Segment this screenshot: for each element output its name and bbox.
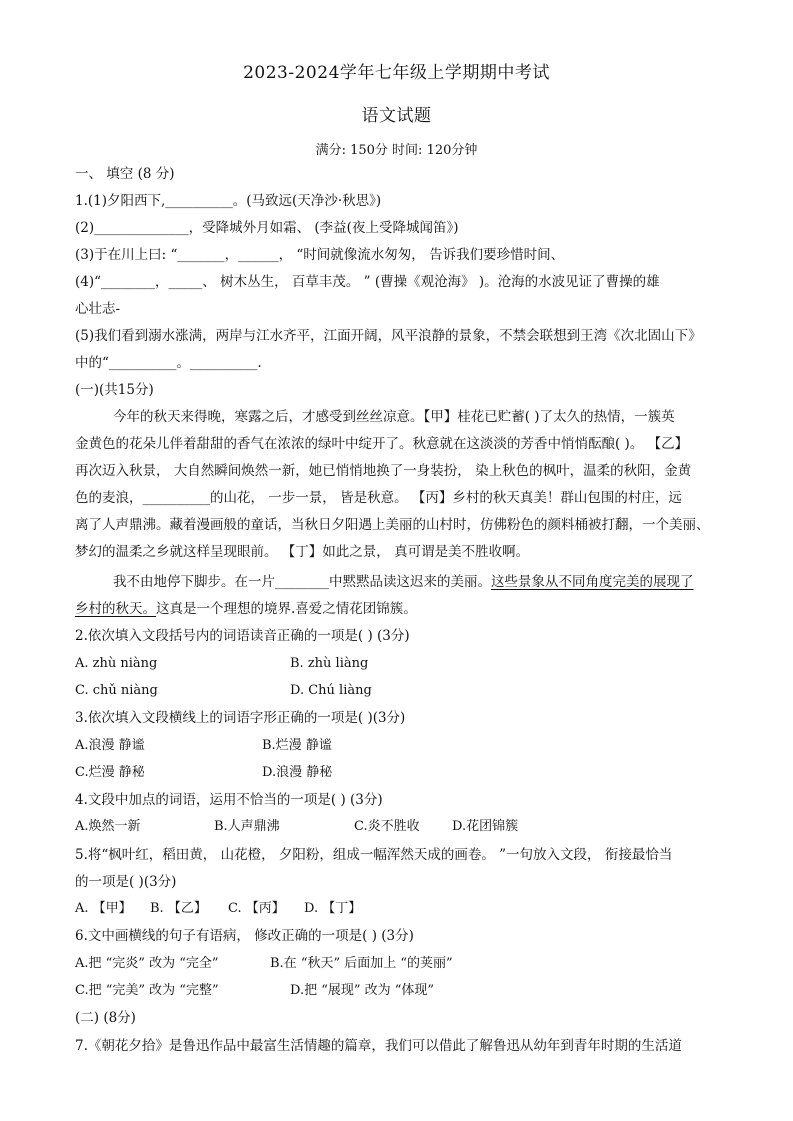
option-d: D. Chú liàng (290, 683, 372, 698)
passage-text: 我不由地停下脚步。在一片________中黙黙品读这迟来的美丽。 (113, 574, 491, 590)
section-heading-two: (二) (8分) (75, 1010, 136, 1026)
option-c: C.烂漫 静秘 (75, 765, 145, 780)
passage-text: 这真是一个理想的境界.喜爱之情花团锦簇。 (156, 601, 417, 617)
option-d: D.把 “展现” 改为 “体现” (290, 983, 435, 998)
option-a: A. 【甲】 (75, 901, 132, 916)
exam-title: 2023-2024学年七年级上学期期中考试 (243, 63, 550, 83)
question-1-3: (3)于在川上曰: “_______，______， “时间就像流水匆匆， 告诉我们要珍惜时间、 (75, 247, 565, 263)
question-1-5b: 中的“__________。__________. (75, 355, 262, 371)
question-1-1: 1.(1)夕阳西下,__________。(马致远(天净沙·秋思》) (75, 193, 382, 209)
option-c: C.炎不胜收 (354, 819, 420, 834)
option-c: C. chǔ niàng (75, 683, 158, 698)
passage-line: 金黄色的花朵儿伴着甜甜的香气在浓浓的绿叶中绽开了。秋意就在这淡淡的芳香中悄悄酝酿( )。 【乙】 (75, 436, 689, 452)
passage-line-2 (113, 573, 694, 591)
option-a: A.焕然一新 (75, 819, 141, 834)
option-a: A.把 “完炎” 改为 “完全” (75, 956, 219, 971)
question-5a: 5.将“枫叶红，稻田黄， 山花橙， 夕阳粉，组成一幅浑然天成的画卷。 ”一句放入文段， 衔接最恰当 (75, 847, 673, 863)
option-a: A.浪漫 静谧 (75, 738, 145, 753)
option-a: A. zhù niàng (75, 656, 158, 671)
question-7: 7.《朝花夕拾》是鲁迅作品中最富生活情趣的篇章，我们可以借此了解鲁迅从幼年到青年时期的生活道 (75, 1038, 682, 1054)
question-3: 3.依次填入文段横线上的词语字形正确的一项是( )(3分) (75, 710, 406, 726)
underlined-sentence: 乡村的秋天。 (75, 601, 156, 617)
passage-line: 梦幻的温柔之乡就这样呈现眼前。 【丁】如此之景， 真可谓是美不胜收啊。 (75, 544, 530, 560)
option-b: B. 【乙】 (150, 901, 207, 916)
option-d: D.花团锦簇 (452, 819, 519, 834)
option-b: B.在 “秋天” 后面加上 “的荚丽” (270, 956, 453, 971)
passage-line: 再次迈入秋景， 大自然瞬间焕然一新，她已悄悄地换了一身装扮， 染上秋色的枫叶，温柔的秋阳，金黄 (75, 463, 692, 479)
option-b: B. zhù liàng (290, 656, 369, 671)
passage-line-3 (75, 600, 417, 618)
underlined-sentence: 这些景象从不同角度完美的展现了 (491, 574, 694, 590)
question-1-2: (2)______________，受降城外月如霜、 (李益(夜上受降城闻笛》) (75, 220, 459, 236)
question-6: 6.文中画横线的句子有语病， 修改正确的一项是( ) (3分) (75, 928, 414, 944)
option-b: B.烂漫 静谧 (262, 738, 332, 753)
option-d: D.浪漫 静秘 (262, 765, 333, 780)
option-d: D. 【丁】 (304, 901, 362, 916)
question-2: 2.依次填入文段括号内的词语读音正确的一项是( ) (3分) (75, 628, 410, 644)
section-heading-reading: (一)(共15分) (75, 382, 154, 398)
option-c: C.把 “完美” 改为 “完整” (75, 983, 219, 998)
question-1-4a: (4)“________，_____、 树木丛生， 百草丰茂。 ” (曹操《观沧海》 )。沧海的水波见证了曹操的雄 (75, 274, 660, 290)
passage-line: 色的麦浪，__________的山花， 一步一景， 皆是秋意。 【丙】乡村的秋天真美！群山包围的村庄，远 (75, 490, 682, 506)
question-1-4b: 心壮志- (75, 301, 121, 317)
option-c: C. 【丙】 (228, 901, 285, 916)
passage-line: 今年的秋天来得晚，寒露之后，才感受到丝丝凉意。【甲】桂花已贮蓄( )了太久的热情，一簇英 (113, 409, 675, 425)
question-1-5a: (5)我们看到溺水涨满，两岸与江水齐平，江面开阔，风平浪静的景象，不禁会联想到王湾《次北固山下》 (75, 328, 702, 344)
section-heading-fill: 一、 填空 (8 分) (75, 166, 175, 182)
exam-meta: 满分: 150分 时间: 120分钟 (315, 143, 478, 158)
question-5b: 的一项是( )(3分) (75, 874, 177, 890)
option-b: B.人声鼎沸 (214, 819, 280, 834)
subject-title: 语文试题 (361, 106, 432, 126)
passage-line: 离了人声鼎沸。藏着漫画般的童话，当秋日夕阳遇上美丽的山村时，仿佛粉色的颜料桶被打翻，一个美丽、 (75, 517, 710, 533)
question-4: 4.文段中加点的词语，运用不恰当的一项是( ) (3分) (75, 792, 383, 808)
